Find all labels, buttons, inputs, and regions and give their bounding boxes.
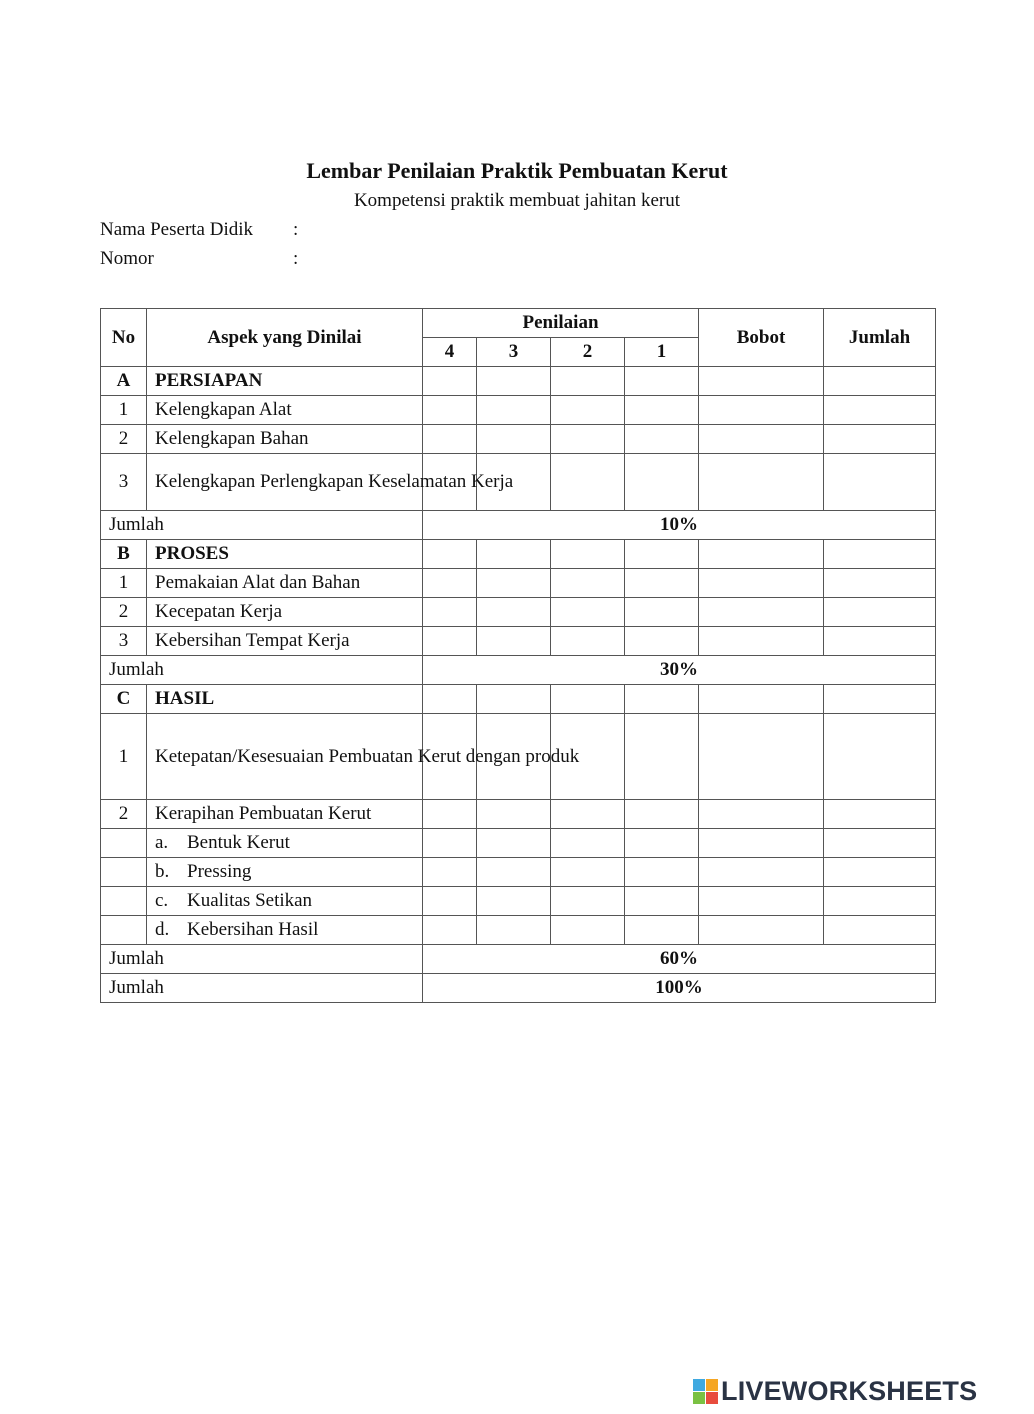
- score-cell[interactable]: [551, 685, 625, 714]
- jumlah-cell[interactable]: [824, 627, 936, 656]
- bobot-cell[interactable]: [699, 598, 824, 627]
- item-no: 2: [101, 425, 147, 454]
- sub-item: [147, 887, 423, 916]
- sub-item-text: Bentuk Kerut: [187, 832, 290, 853]
- assessment-table: [100, 308, 936, 1003]
- score-cell[interactable]: [551, 800, 625, 829]
- header-no: No: [101, 309, 147, 367]
- section-name: PERSIAPAN: [147, 367, 423, 396]
- jumlah-cell[interactable]: [824, 367, 936, 396]
- score-cell[interactable]: [551, 396, 625, 425]
- header-bobot: Bobot: [699, 309, 824, 367]
- header-jumlah: Jumlah: [824, 309, 936, 367]
- bobot-cell[interactable]: [699, 685, 824, 714]
- student-number-field: [100, 248, 298, 270]
- bobot-cell[interactable]: [699, 367, 824, 396]
- grand-total-label: Jumlah: [101, 974, 423, 1003]
- jumlah-cell[interactable]: [824, 858, 936, 887]
- total-value: 30%: [423, 656, 936, 685]
- table-row: [101, 598, 936, 627]
- score-cell[interactable]: [423, 916, 477, 945]
- score-cell[interactable]: [477, 569, 551, 598]
- sub-item-letter: a.: [155, 832, 169, 853]
- score-cell[interactable]: [551, 829, 625, 858]
- student-number-label: Nomor: [100, 248, 154, 269]
- score-cell[interactable]: [423, 887, 477, 916]
- grand-total-value: 100%: [423, 974, 936, 1003]
- jumlah-cell[interactable]: [824, 829, 936, 858]
- bobot-cell[interactable]: [699, 540, 824, 569]
- header-penilaian: Penilaian: [423, 309, 699, 338]
- score-cell[interactable]: [551, 598, 625, 627]
- item-no: 3: [101, 454, 147, 511]
- score-cell[interactable]: [625, 540, 699, 569]
- jumlah-cell[interactable]: [824, 800, 936, 829]
- total-label: Jumlah: [101, 945, 423, 974]
- item-text: Pemakaian Alat dan Bahan: [147, 569, 423, 598]
- section-name: HASIL: [147, 685, 423, 714]
- liveworksheets-brand: [693, 1376, 977, 1407]
- page-subtitle: Kompetensi praktik membuat jahitan kerut: [353, 190, 681, 211]
- score-cell[interactable]: [625, 829, 699, 858]
- bobot-cell[interactable]: [699, 858, 824, 887]
- score-cell[interactable]: [625, 425, 699, 454]
- score-cell[interactable]: [625, 685, 699, 714]
- sub-item: [147, 858, 423, 887]
- score-cell[interactable]: [423, 800, 477, 829]
- bobot-cell[interactable]: [699, 916, 824, 945]
- student-number-separator: :: [293, 248, 299, 269]
- score-cell[interactable]: [477, 367, 551, 396]
- score-cell[interactable]: [477, 425, 551, 454]
- table-row: [101, 425, 936, 454]
- bobot-cell[interactable]: [699, 887, 824, 916]
- item-text: Ketepatan/Kesesuaian Pembuatan Kerut dengan produk: [147, 714, 423, 800]
- section-code: B: [101, 540, 147, 569]
- score-cell[interactable]: [423, 367, 477, 396]
- score-cell[interactable]: [551, 425, 625, 454]
- section-row-b: [101, 540, 936, 569]
- section-total-row-b: [101, 656, 936, 685]
- score-cell[interactable]: [477, 887, 551, 916]
- score-cell[interactable]: [477, 627, 551, 656]
- score-header-4: 4: [423, 338, 477, 367]
- score-cell[interactable]: [625, 916, 699, 945]
- sub-item: [147, 829, 423, 858]
- score-cell[interactable]: [551, 916, 625, 945]
- total-value: 60%: [423, 945, 936, 974]
- item-no: [101, 829, 147, 858]
- jumlah-cell[interactable]: [824, 685, 936, 714]
- header-row: [101, 309, 936, 338]
- score-cell[interactable]: [423, 540, 477, 569]
- sub-item-text: Pressing: [187, 861, 252, 882]
- score-cell[interactable]: [423, 396, 477, 425]
- bobot-cell[interactable]: [699, 627, 824, 656]
- score-cell[interactable]: [625, 367, 699, 396]
- section-code: C: [101, 685, 147, 714]
- score-cell[interactable]: [551, 569, 625, 598]
- section-total-row-a: [101, 511, 936, 540]
- table-row: [101, 569, 936, 598]
- jumlah-cell[interactable]: [824, 714, 936, 800]
- sub-item-row: [101, 829, 936, 858]
- item-text: Kecepatan Kerja: [147, 598, 423, 627]
- score-cell[interactable]: [625, 598, 699, 627]
- section-name: PROSES: [147, 540, 423, 569]
- score-cell[interactable]: [625, 800, 699, 829]
- sub-item-row: [101, 916, 936, 945]
- score-cell[interactable]: [477, 685, 551, 714]
- score-cell[interactable]: [423, 425, 477, 454]
- score-cell[interactable]: [625, 887, 699, 916]
- student-name-separator: :: [293, 219, 299, 240]
- sub-item-row: [101, 887, 936, 916]
- student-name-label: Nama Peserta Didik: [100, 219, 254, 240]
- item-text: Kebersihan Tempat Kerja: [147, 627, 423, 656]
- total-label: Jumlah: [101, 511, 423, 540]
- score-cell[interactable]: [477, 598, 551, 627]
- item-no: 1: [101, 714, 147, 800]
- score-cell[interactable]: [477, 858, 551, 887]
- score-cell[interactable]: [423, 627, 477, 656]
- score-header-2: 2: [551, 338, 625, 367]
- item-no: 1: [101, 569, 147, 598]
- bobot-cell[interactable]: [699, 714, 824, 800]
- bobot-cell[interactable]: [699, 425, 824, 454]
- sub-item-letter: c.: [155, 890, 169, 911]
- page-title: Lembar Penilaian Praktik Pembuatan Kerut: [306, 158, 728, 183]
- item-no: 2: [101, 800, 147, 829]
- item-text: Kelengkapan Alat: [147, 396, 423, 425]
- score-cell[interactable]: [477, 540, 551, 569]
- score-cell[interactable]: [625, 714, 699, 800]
- sub-item-text: Kualitas Setikan: [187, 890, 313, 911]
- item-no: [101, 887, 147, 916]
- score-cell[interactable]: [551, 887, 625, 916]
- score-cell[interactable]: [423, 598, 477, 627]
- score-cell[interactable]: [625, 454, 699, 511]
- sub-item-text: Kebersihan Hasil: [187, 919, 319, 940]
- item-no: 1: [101, 396, 147, 425]
- score-cell[interactable]: [551, 454, 625, 511]
- item-text: Kerapihan Pembuatan Kerut: [147, 800, 423, 829]
- score-cell[interactable]: [551, 367, 625, 396]
- score-cell[interactable]: [477, 829, 551, 858]
- score-cell[interactable]: [423, 569, 477, 598]
- bobot-cell[interactable]: [699, 569, 824, 598]
- score-cell[interactable]: [423, 858, 477, 887]
- jumlah-cell[interactable]: [824, 396, 936, 425]
- table-row: [101, 627, 936, 656]
- jumlah-cell[interactable]: [824, 540, 936, 569]
- section-code: A: [101, 367, 147, 396]
- item-no: [101, 858, 147, 887]
- table-row: [101, 454, 936, 511]
- table-row: [101, 396, 936, 425]
- total-label: Jumlah: [101, 656, 423, 685]
- jumlah-cell[interactable]: [824, 916, 936, 945]
- score-cell[interactable]: [625, 569, 699, 598]
- score-cell[interactable]: [625, 627, 699, 656]
- total-value: 10%: [423, 511, 936, 540]
- score-cell[interactable]: [423, 685, 477, 714]
- sub-item-row: [101, 858, 936, 887]
- score-cell[interactable]: [423, 829, 477, 858]
- jumlah-cell[interactable]: [824, 454, 936, 511]
- brand-text: LIVEWORKSHEETS: [721, 1376, 978, 1406]
- bobot-cell[interactable]: [699, 454, 824, 511]
- score-cell[interactable]: [551, 858, 625, 887]
- grand-total-row: [101, 974, 936, 1003]
- jumlah-cell[interactable]: [824, 887, 936, 916]
- bobot-cell[interactable]: [699, 800, 824, 829]
- section-row-c: [101, 685, 936, 714]
- sub-item: [147, 916, 423, 945]
- header-aspek: Aspek yang Dinilai: [147, 309, 423, 367]
- score-cell[interactable]: [551, 627, 625, 656]
- bobot-cell[interactable]: [699, 829, 824, 858]
- table-row: [101, 714, 936, 800]
- table-row: [101, 800, 936, 829]
- score-cell[interactable]: [551, 540, 625, 569]
- section-row-a: [101, 367, 936, 396]
- score-cell[interactable]: [477, 800, 551, 829]
- jumlah-cell[interactable]: [824, 598, 936, 627]
- score-cell[interactable]: [625, 396, 699, 425]
- item-no: 2: [101, 598, 147, 627]
- bobot-cell[interactable]: [699, 396, 824, 425]
- score-header-3: 3: [477, 338, 551, 367]
- liveworksheets-logo-icon: [693, 1379, 718, 1404]
- sub-item-letter: b.: [155, 861, 170, 882]
- section-total-row-c: [101, 945, 936, 974]
- item-text: Kelengkapan Perlengkapan Keselamatan Kerja: [147, 454, 423, 511]
- score-cell[interactable]: [477, 396, 551, 425]
- sub-item-letter: d.: [155, 919, 170, 940]
- jumlah-cell[interactable]: [824, 425, 936, 454]
- item-no: [101, 916, 147, 945]
- item-no: 3: [101, 627, 147, 656]
- item-text: Kelengkapan Bahan: [147, 425, 423, 454]
- score-cell[interactable]: [477, 916, 551, 945]
- student-name-field: [100, 219, 298, 241]
- score-cell[interactable]: [625, 858, 699, 887]
- score-header-1: 1: [625, 338, 699, 367]
- jumlah-cell[interactable]: [824, 569, 936, 598]
